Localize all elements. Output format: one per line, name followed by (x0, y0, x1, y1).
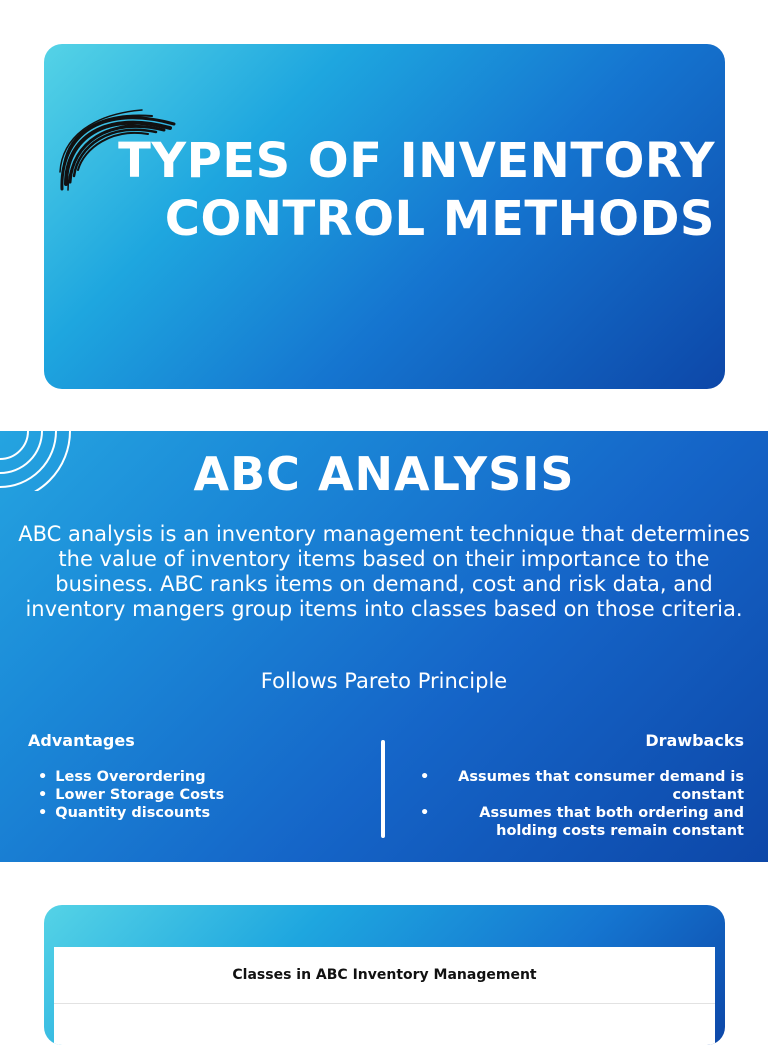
table-divider (54, 1003, 715, 1004)
list-item: • Quantity discounts (38, 804, 224, 822)
list-item (420, 804, 744, 840)
bullet-icon: • (420, 805, 430, 821)
page-title (84, 132, 715, 248)
classes-table-title: Classes in ABC Inventory Management (232, 967, 537, 983)
hero-banner (44, 44, 725, 389)
bullet-icon: • (420, 769, 430, 785)
advantages-list (38, 768, 224, 822)
page-title-line-2: CONTROL METHODS (164, 191, 715, 247)
pareto-note: Follows Pareto Principle (260, 669, 508, 693)
classes-banner (44, 905, 725, 1045)
list-item: • Lower Storage Costs (38, 786, 224, 804)
classes-table-card (54, 947, 715, 1045)
drawbacks-list (420, 768, 744, 840)
column-divider (381, 740, 385, 838)
list-item (420, 768, 744, 804)
abc-description: ABC analysis is an inventory management technique that determines the value of inventory items based on their importance to the business. ABC ranks items on demand, cost and risk data, and inventory mangers group items into classes based on those criteria. (18, 522, 750, 621)
drawback-text: Assumes that consumer demand is constant (458, 769, 744, 803)
page-title-line-1: TYPES OF INVENTORY (118, 133, 715, 189)
drawbacks-heading: Drawbacks (645, 731, 744, 750)
abc-section-title: ABC ANALYSIS (193, 447, 575, 501)
drawback-text: Assumes that both ordering and holding costs remain constant (479, 805, 744, 839)
list-item: • Less Overordering (38, 768, 224, 786)
abc-analysis-section (0, 431, 768, 862)
advantages-heading: Advantages (28, 731, 135, 750)
